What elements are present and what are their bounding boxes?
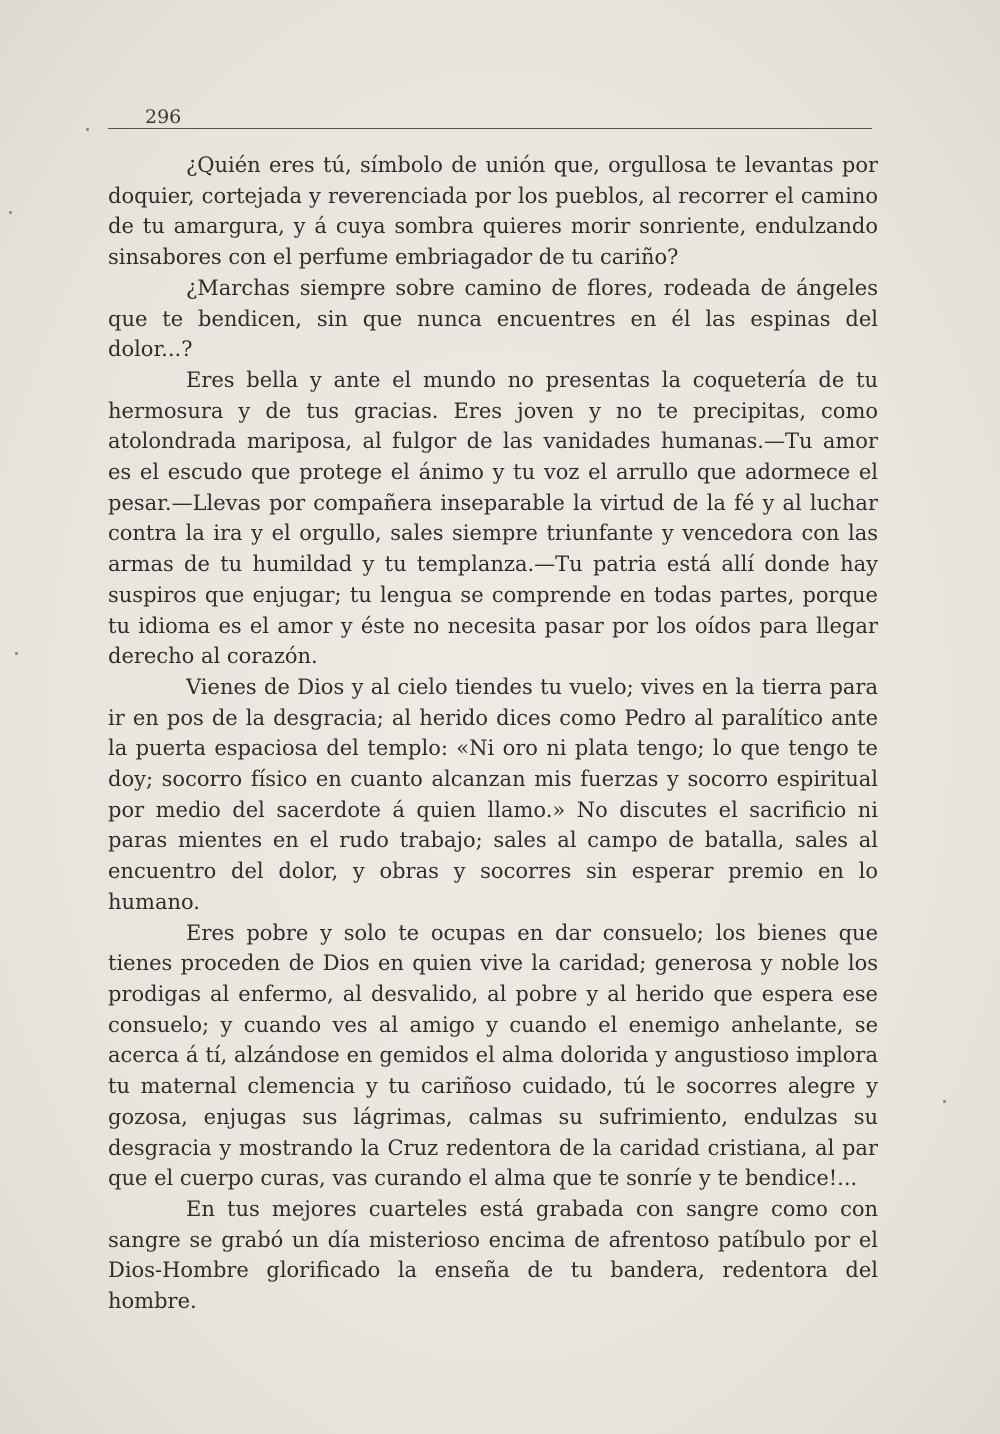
- paragraph: ¿Quién eres tú, símbolo de unión que, orgullosa te levantas por doquier, cortejada y reverenciada por los pueblos, al recorrer el camino de tu amargura, y á cuya sombra quieres morir sonriente, endulzando sinsabores con el perfume embriagador de tu cariño?: [108, 153, 878, 270]
- body-text: [108, 150, 878, 1317]
- page-number: 296: [145, 106, 182, 128]
- paragraph: Vienes de Dios y al cielo tiendes tu vuelo; vives en la tierra para ir en pos de la desgracia; al herido dices como Pedro al paralítico ante la puerta espaciosa del templo: «Ni oro ni plata tengo; lo que tengo te doy; socorro físico en cuanto alcanzan mis fuerzas y socorro espiritual por medio del sacerdote á quien llamo.» No discutes el sacrificio ni paras mientes en el rudo trabajo; sales al campo de batalla, sales al encuentro del dolor, y obras y socorres sin esperar premio en lo humano.: [108, 674, 878, 914]
- page-header: [108, 106, 872, 130]
- paper-speck: [9, 211, 12, 214]
- paper-speck: [15, 652, 18, 655]
- paragraph: Eres pobre y solo te ocupas en dar consuelo; los bienes que tienes proceden de Dios en quien vive la caridad; generosa y noble los prodigas al enfermo, al desvalido, al pobre y al herido que espera ese consuelo; y cuando ves al amigo y cuando el enemigo anhelante, se acerca á tí, alzándose en gemidos el alma dolorida y angustioso implora tu maternal clemencia y tu cariñoso cuidado, tú le socorres alegre y gozosa, enjugas sus lágrimas, calmas su sufrimiento, endulzas su desgracia y mostrando la Cruz redentora de la caridad cristiana, al par que el cuerpo curas, vas curando el alma que te sonríe y te bendice!...: [108, 920, 878, 1191]
- paragraph: En tus mejores cuarteles está grabada con sangre como con sangre se grabó un día misterioso encima de afrentoso patíbulo por el Dios-Hombre glorificado la enseña de tu bandera, redentora del hombre.: [108, 1196, 878, 1314]
- paragraph: Eres bella y ante el mundo no presentas la coquetería de tu hermosura y de tus gracias. Eres joven y no te precipitas, como atolondrada mariposa, al fulgor de las vanidades humanas.—Tu amor es el escudo que protege el ánimo y tu voz el arrullo que adormece el pesar.—Llevas por compañera inseparable la virtud de la fé y al luchar contra la ira y el orgullo, sales siempre triunfante y vencedora con las armas de tu humildad y tu templanza.—Tu patria está allí donde hay suspiros que enjugar; tu lengua se comprende en todas partes, porque tu idioma es el amor y éste no necesita pasar por los oídos para llegar derecho al corazón.: [108, 367, 878, 669]
- header-rule: [108, 128, 872, 129]
- paper-speck: [86, 128, 89, 131]
- paragraph: ¿Marchas siempre sobre camino de flores, rodeada de ángeles que te bendicen, sin que nunca encuentres en él las espinas del dolor...?: [108, 275, 878, 362]
- paper-speck: [943, 1100, 946, 1103]
